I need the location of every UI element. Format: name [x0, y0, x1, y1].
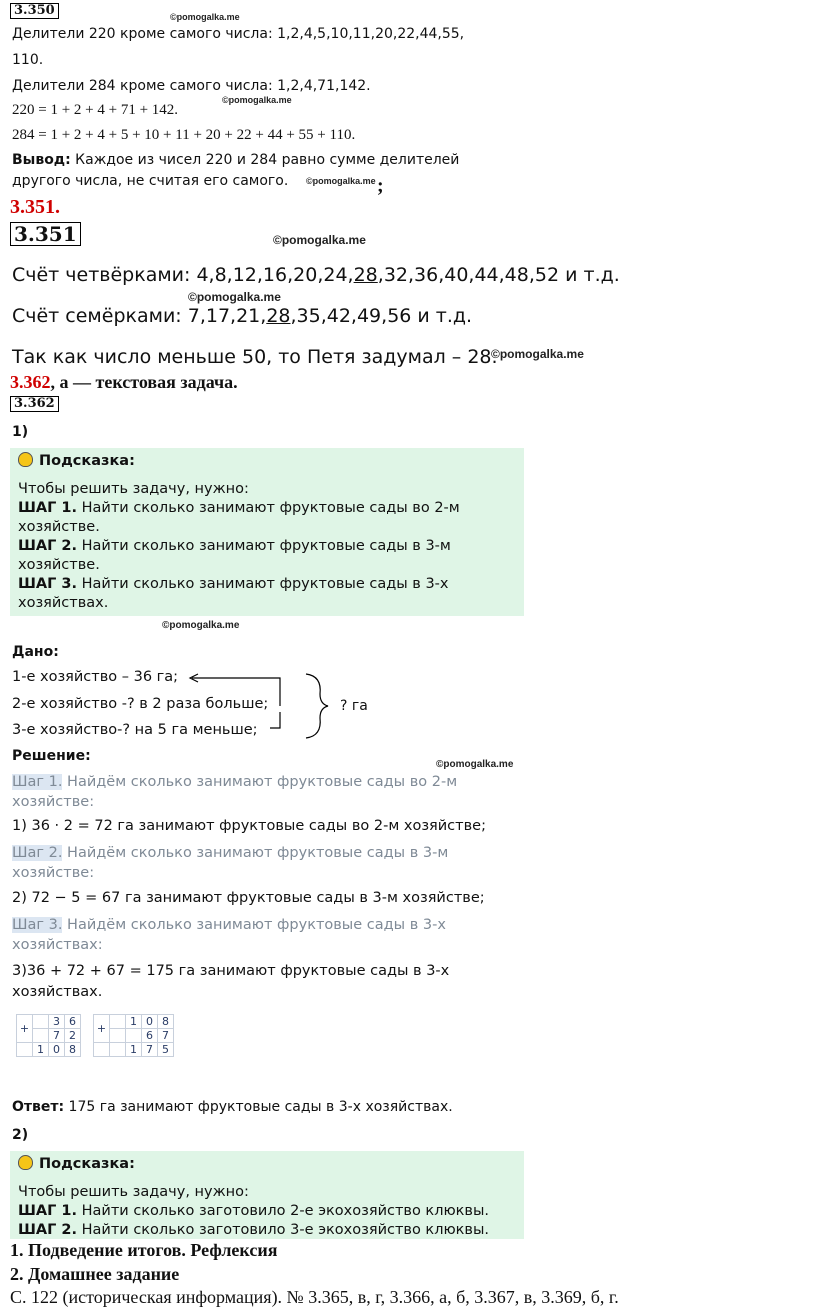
text-span: ,32,36,40,44,48,52 и т.д.	[377, 264, 620, 286]
hint-step-text: Найти сколько занимают фруктовые сады во 2-м	[77, 500, 460, 516]
given-line: 2-е хозяйство -? в 2 раза больше;	[12, 696, 269, 712]
text-line	[12, 305, 472, 327]
part-label: 1)	[12, 424, 29, 440]
hint-step	[18, 1222, 489, 1238]
hint-step-text: Найти сколько занимают фруктовые сады в 3-х	[77, 576, 449, 592]
digit: 1	[33, 1043, 49, 1057]
lightbulb-icon	[18, 452, 33, 467]
watermark: ©pomogalka.me	[436, 759, 514, 770]
column-addition	[93, 1014, 174, 1057]
hint-title	[18, 1155, 135, 1172]
watermark: ©pomogalka.me	[188, 290, 281, 304]
digit: 7	[49, 1029, 65, 1043]
watermark: ©pomogalka.me	[222, 95, 292, 105]
given-line: 3-е хозяйство-? на 5 га меньше;	[12, 722, 258, 738]
calculation: 3)36 + 72 + 67 = 175 га занимают фруктовые сады в 3-х	[12, 963, 450, 979]
hint-step-cont: хозяйствах.	[18, 595, 109, 611]
part-label: 2)	[12, 1127, 29, 1143]
equation: 220 = 1 + 2 + 4 + 71 + 142.	[12, 102, 179, 118]
conclusion	[12, 152, 459, 168]
footer-item: 1. Подведение итогов. Рефлексия	[10, 1240, 278, 1260]
given-label: Дано:	[12, 644, 59, 660]
digit: 0	[49, 1043, 65, 1057]
text-line: Делители 284 кроме самого числа: 1,2,4,71,142.	[12, 78, 371, 94]
watermark: ©pomogalka.me	[162, 620, 240, 631]
calculation: 2) 72 − 5 = 67 га занимают фруктовые сады в 3-м хозяйстве;	[12, 890, 485, 906]
hint-step-label: ШАГ 1.	[18, 500, 78, 516]
lightbulb-icon	[18, 1155, 33, 1170]
hint-intro: Чтобы решить задачу, нужно:	[18, 1184, 249, 1200]
homework: С. 122 (историческая информация). № 3.365, в, г, 3.366, а, б, 3.367, в, 3.369, б, г.	[10, 1287, 619, 1307]
hint-box	[10, 1151, 524, 1239]
text-line: Так как число меньше 50, то Петя задумал – 28.	[12, 346, 498, 368]
digit: 8	[158, 1015, 174, 1029]
text-line	[12, 264, 620, 286]
hint-step	[18, 500, 460, 516]
text-span: ,35,42,49,56 и т.д.	[290, 305, 473, 327]
step-label: Шаг 3.	[12, 917, 63, 933]
hint-step	[18, 538, 451, 554]
text-line: другого числа, не считая его самого.	[12, 173, 289, 189]
given-line: 1-е хозяйство – 36 га;	[12, 669, 179, 685]
solution-label: Решение:	[12, 748, 91, 764]
hint-step-label: ШАГ 2.	[18, 538, 78, 554]
hint-step	[18, 1203, 489, 1219]
text-line: 110.	[12, 52, 44, 68]
digit: 1	[126, 1043, 142, 1057]
step-label: Шаг 1.	[12, 774, 63, 790]
answer-text: 175 га занимают фруктовые сады в 3-х хозяйствах.	[64, 1099, 453, 1115]
section-title: , а — текстовая задача.	[50, 372, 238, 392]
plus-sign: +	[17, 1015, 33, 1043]
conclusion-label: Вывод:	[12, 152, 71, 168]
calculation: 1) 36 ⋅ 2 = 72 га занимают фруктовые сады во 2-м хозяйстве;	[12, 818, 486, 834]
hint-step-cont: хозяйстве.	[18, 557, 100, 573]
answer-label: Ответ:	[12, 1099, 65, 1115]
watermark: ©pomogalka.me	[491, 347, 584, 361]
hint-step	[18, 576, 449, 592]
hint-step-label: ШАГ 2.	[18, 1222, 78, 1238]
question: ? га	[340, 698, 368, 714]
hint-box	[10, 448, 524, 616]
hint-title-text: Подсказка:	[39, 453, 135, 469]
hint-step-text: Найти сколько заготовило 2-е экохозяйство клюквы.	[77, 1203, 490, 1219]
digit: 5	[158, 1043, 174, 1057]
hint-step-cont: хозяйстве.	[18, 519, 100, 535]
digit: 1	[126, 1015, 142, 1029]
calculation-cont: хозяйствах.	[12, 984, 103, 1000]
hint-title-text: Подсказка:	[39, 1156, 135, 1172]
step-text: Найдём сколько занимают фруктовые сады во 2-м	[62, 774, 458, 790]
semicolon: ;	[377, 175, 384, 197]
hint-step-label: ШАГ 3.	[18, 576, 78, 592]
section-heading: 3.351.	[10, 196, 60, 218]
step-text: Найдём сколько занимают фруктовые сады в 3-х	[62, 917, 446, 933]
given-diagram	[180, 664, 350, 746]
problem-number-box: 3.362	[10, 396, 59, 412]
hint-intro: Чтобы решить задачу, нужно:	[18, 481, 249, 497]
digit: 6	[65, 1015, 81, 1029]
text-line: Делители 220 кроме самого числа: 1,2,4,5,10,11,20,22,44,55,	[12, 26, 465, 42]
text-span: Счёт четвёрками: 4,8,12,16,20,24,	[12, 264, 354, 286]
watermark: ©pomogalka.me	[273, 233, 366, 247]
step-title-cont: хозяйствах:	[12, 937, 103, 953]
watermark: ©pomogalka.me	[170, 12, 240, 22]
answer	[12, 1099, 453, 1115]
hint-step-text: Найти сколько заготовило 3-е экохозяйство клюквы.	[77, 1222, 490, 1238]
digit: 6	[142, 1029, 158, 1043]
step-title-cont: хозяйстве:	[12, 865, 95, 881]
plus-sign: +	[94, 1015, 110, 1043]
footer-item: 2. Домашнее задание	[10, 1264, 180, 1284]
step-text: Найдём сколько занимают фруктовые сады в 3-м	[62, 845, 449, 861]
step-title	[12, 774, 457, 790]
hint-step-text: Найти сколько занимают фруктовые сады в 3-м	[77, 538, 451, 554]
digit: 2	[65, 1029, 81, 1043]
step-label: Шаг 2.	[12, 845, 63, 861]
equation: 284 = 1 + 2 + 4 + 5 + 10 + 11 + 20 + 22 + 44 + 55 + 110.	[12, 127, 356, 143]
digit: 0	[142, 1015, 158, 1029]
step-title	[12, 845, 448, 861]
digit: 8	[65, 1043, 81, 1057]
conclusion-text: Каждое из чисел 220 и 284 равно сумме делителей	[70, 152, 460, 168]
underlined-number: 28	[353, 264, 378, 286]
digit: 7	[142, 1043, 158, 1057]
hint-title	[18, 452, 135, 469]
column-addition	[16, 1014, 81, 1057]
text-span: Счёт семёрками: 7,17,21,	[12, 305, 267, 327]
underlined-number: 28	[266, 305, 291, 327]
hint-step-label: ШАГ 1.	[18, 1203, 78, 1219]
section-heading	[10, 372, 238, 393]
section-number: 3.362	[10, 372, 51, 392]
digit: 3	[49, 1015, 65, 1029]
step-title	[12, 917, 446, 933]
problem-number-box: 3.351	[10, 222, 81, 246]
step-title-cont: хозяйстве:	[12, 794, 95, 810]
problem-number-box: 3.350	[10, 3, 59, 19]
watermark: ©pomogalka.me	[306, 176, 376, 186]
digit: 7	[158, 1029, 174, 1043]
